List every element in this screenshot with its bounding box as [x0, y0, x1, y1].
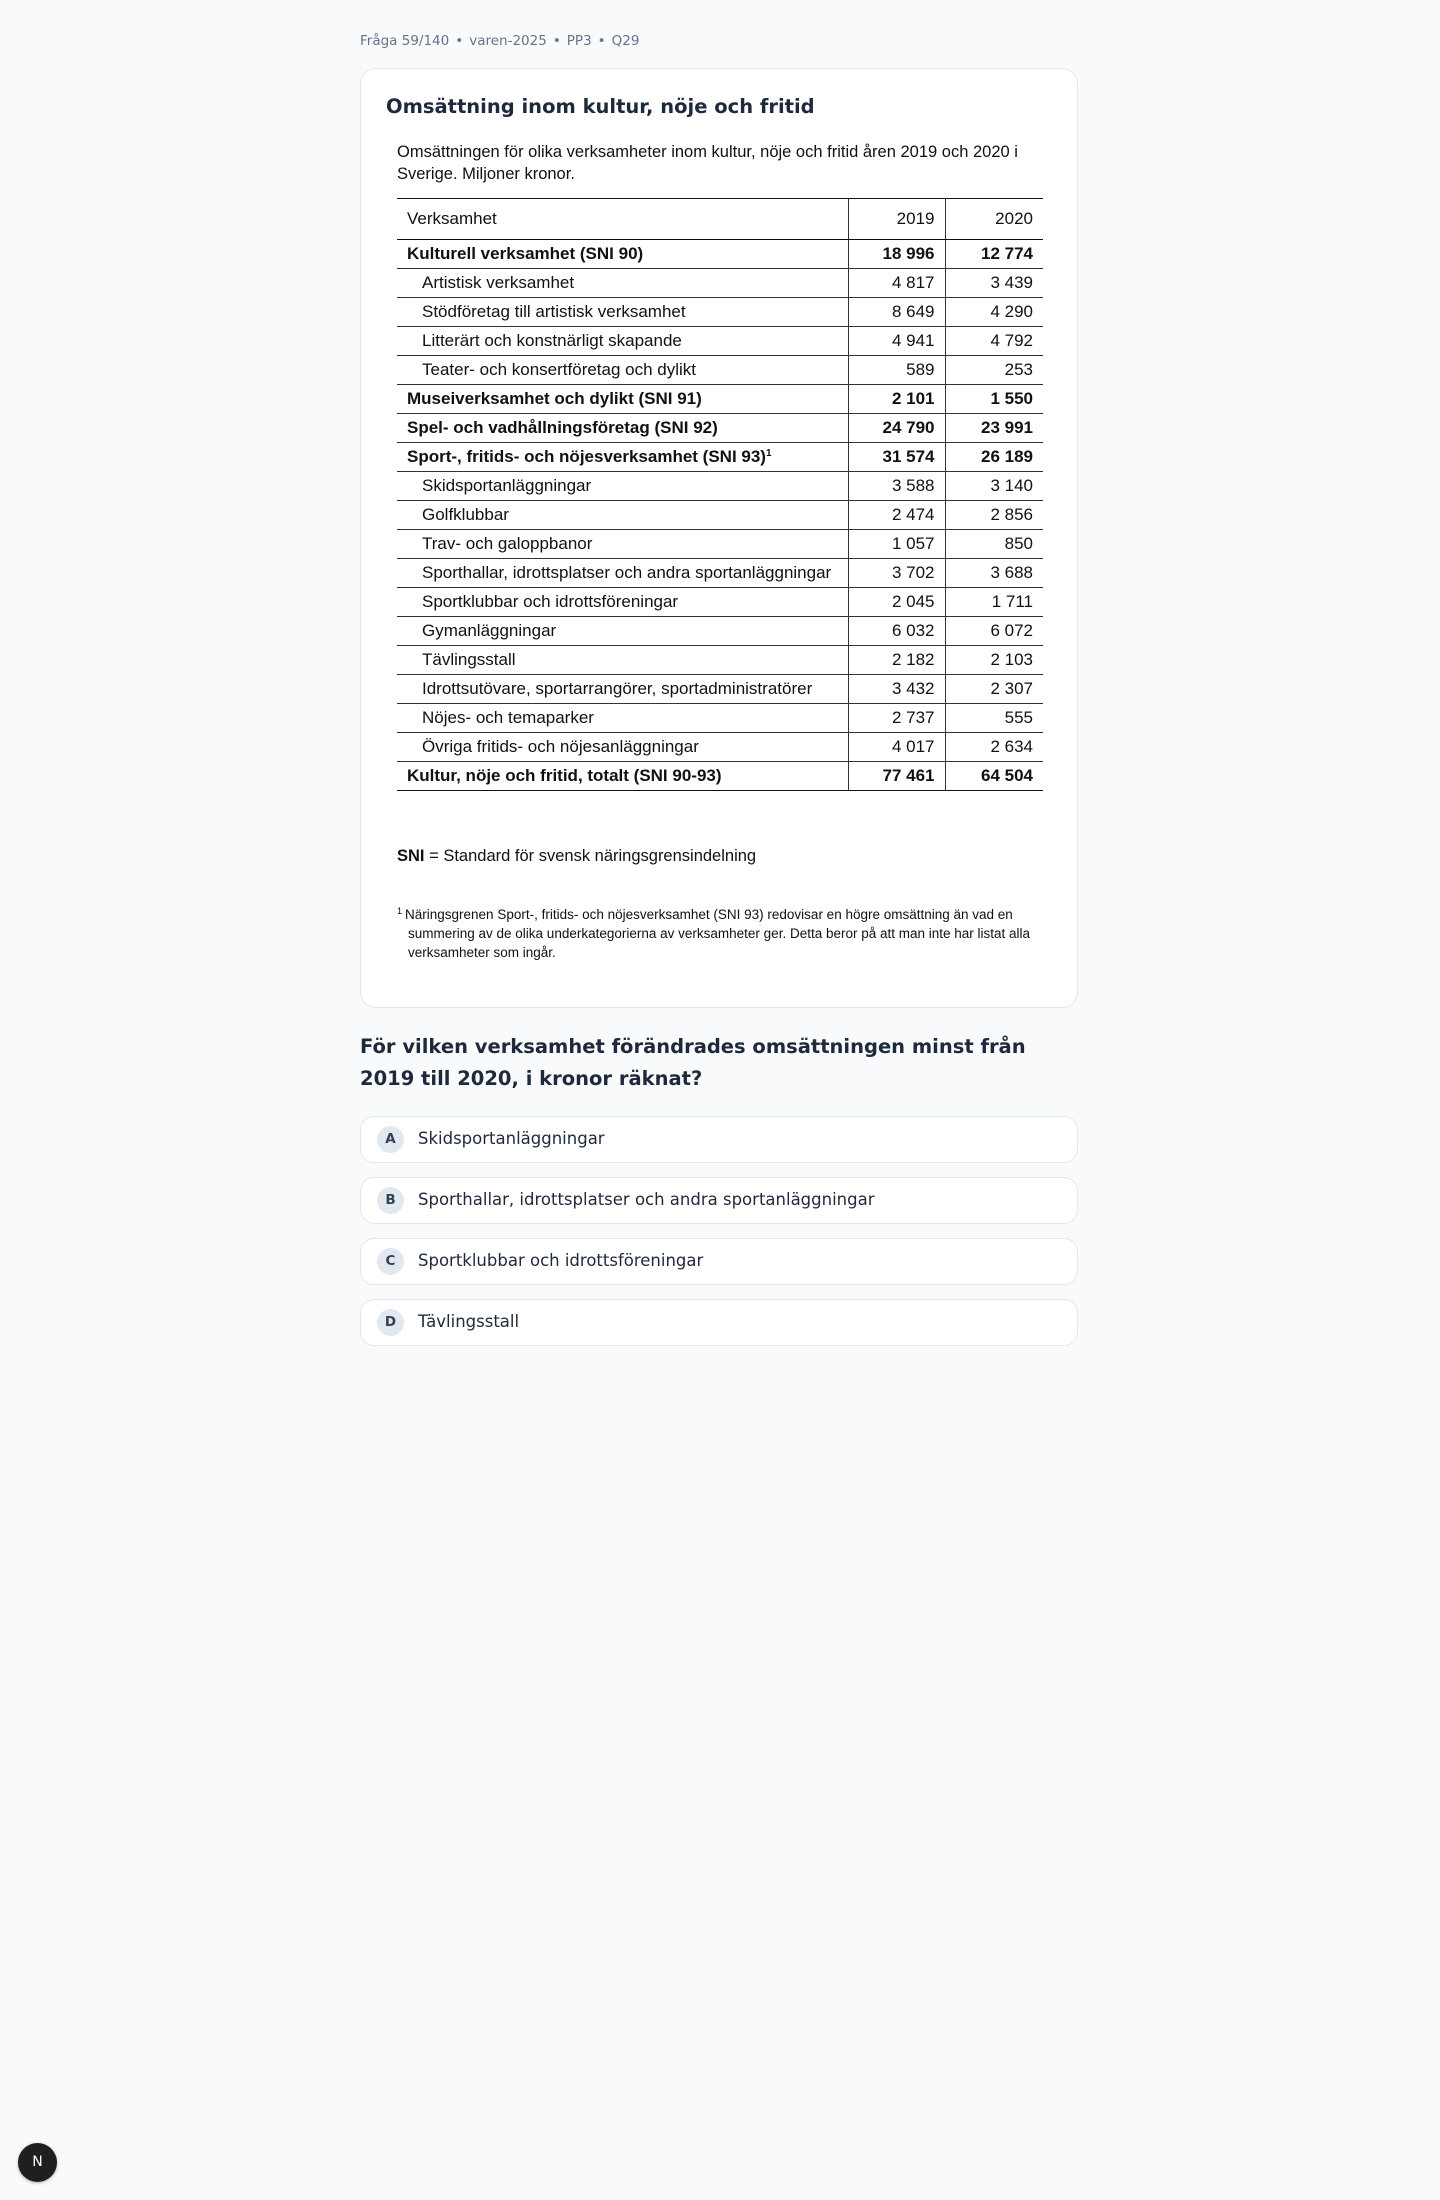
table-body [397, 240, 1043, 791]
value-2019: 2 101 [848, 385, 945, 414]
sni-definition [397, 847, 756, 866]
table-row [397, 385, 1043, 414]
answer-option-c[interactable] [360, 1238, 1078, 1285]
table-intro: Omsättningen för olika verksamheter inom kultur, nöje och fritid åren 2019 och 2020 i Sverige. Miljoner kronor. [397, 143, 1018, 183]
table-row [397, 530, 1043, 559]
row-label-cell [397, 646, 848, 675]
table-header-row [397, 199, 1043, 240]
value-2020: 3 140 [945, 472, 1043, 501]
sni-abbreviation: SNI [397, 847, 425, 865]
value-2020: 6 072 [945, 617, 1043, 646]
row-label: Artistisk verksamhet [422, 273, 575, 292]
row-label-cell [397, 414, 848, 443]
question-id: Q29 [611, 33, 640, 49]
meta-separator: • [455, 33, 464, 49]
value-2020: 2 634 [945, 733, 1043, 762]
row-label: Sporthallar, idrottsplatser och andra sportanläggningar [422, 563, 832, 582]
value-2020: 3 688 [945, 559, 1043, 588]
option-label: Tävlingsstall [418, 1312, 520, 1331]
column-header: Verksamhet [397, 199, 848, 240]
value-2019: 589 [848, 356, 945, 385]
value-2019: 2 182 [848, 646, 945, 675]
table-row [397, 327, 1043, 356]
row-label-cell [397, 443, 848, 472]
option-label: Sportklubbar och idrottsföreningar [418, 1251, 704, 1270]
answer-option-a[interactable] [360, 1116, 1078, 1163]
question-text: För vilken verksamhet förändrades omsättningen minst från 2019 till 2020, i kronor räknat? [360, 1035, 1026, 1090]
table-row [397, 472, 1043, 501]
row-label: Teater- och konsertföretag och dylikt [422, 360, 697, 379]
value-2019: 6 032 [848, 617, 945, 646]
row-label-cell [397, 704, 848, 733]
table-row [397, 704, 1043, 733]
table-row [397, 298, 1043, 327]
column-header: 2020 [945, 199, 1043, 240]
value-2019: 3 432 [848, 675, 945, 704]
row-label-cell [397, 675, 848, 704]
answer-option-b[interactable] [360, 1177, 1078, 1224]
row-label-cell [397, 472, 848, 501]
row-label-cell [397, 733, 848, 762]
value-2019: 4 941 [848, 327, 945, 356]
row-label-cell [397, 530, 848, 559]
footnote-marker: 1 [397, 906, 403, 916]
row-label-cell [397, 298, 848, 327]
column-header: 2019 [848, 199, 945, 240]
footnote-text: Näringsgrenen Sport-, fritids- och nöjesverksamhet (SNI 93) redovisar en högre omsättning än vad en summering av de olika underkategorierna av verksamheter ger. Detta beror på att man inte har listat alla verksamheter som ingår. [405, 907, 1031, 960]
value-2019: 8 649 [848, 298, 945, 327]
row-label: Golfklubbar [422, 505, 509, 524]
row-label-cell [397, 327, 848, 356]
row-label: Trav- och galoppbanor [422, 534, 593, 553]
meta-separator: • [597, 33, 606, 49]
row-label: Idrottsutövare, sportarrangörer, sportadministratörer [422, 679, 813, 698]
table-row [397, 501, 1043, 530]
answer-option-d[interactable] [360, 1299, 1078, 1346]
value-2020: 1 550 [945, 385, 1043, 414]
option-label: Sporthallar, idrottsplatser och andra sportanläggningar [418, 1190, 875, 1209]
value-2020: 850 [945, 530, 1043, 559]
question-counter: Fråga 59/140 [360, 33, 450, 49]
value-2020: 555 [945, 704, 1043, 733]
value-2019: 2 474 [848, 501, 945, 530]
row-label-cell [397, 501, 848, 530]
value-2020: 12 774 [945, 240, 1043, 269]
row-label: Sport-, fritids- och nöjesverksamhet (SNI 93) [407, 447, 766, 466]
row-label-cell [397, 356, 848, 385]
value-2020: 3 439 [945, 269, 1043, 298]
row-label: Gymanläggningar [422, 621, 557, 640]
value-2019: 77 461 [848, 762, 945, 791]
value-2019: 4 017 [848, 733, 945, 762]
row-label: Kulturell verksamhet (SNI 90) [407, 244, 644, 263]
row-label: Övriga fritids- och nöjesanläggningar [422, 737, 699, 756]
table-row [397, 356, 1043, 385]
revenue-table [397, 198, 1043, 791]
value-2020: 4 290 [945, 298, 1043, 327]
question-meta [360, 33, 639, 49]
value-2019: 31 574 [848, 443, 945, 472]
row-label-cell [397, 385, 848, 414]
table-row [397, 240, 1043, 269]
value-2019: 3 588 [848, 472, 945, 501]
value-2020: 2 307 [945, 675, 1043, 704]
table-row [397, 617, 1043, 646]
exam-name: varen-2025 [469, 33, 547, 49]
table-row [397, 443, 1043, 472]
row-label: Spel- och vadhållningsföretag (SNI 92) [407, 418, 718, 437]
value-2019: 2 737 [848, 704, 945, 733]
value-2019: 4 817 [848, 269, 945, 298]
card-title: Omsättning inom kultur, nöje och fritid [386, 95, 815, 118]
row-label-cell [397, 269, 848, 298]
row-label: Stödföretag till artistisk verksamhet [422, 302, 686, 321]
value-2020: 4 792 [945, 327, 1043, 356]
row-label: Nöjes- och temaparker [422, 708, 594, 727]
table-row [397, 733, 1043, 762]
table-row [397, 588, 1043, 617]
value-2020: 64 504 [945, 762, 1043, 791]
value-2020: 1 711 [945, 588, 1043, 617]
table-row [397, 414, 1043, 443]
value-2019: 1 057 [848, 530, 945, 559]
value-2020: 2 856 [945, 501, 1043, 530]
row-label: Skidsportanläggningar [422, 476, 592, 495]
row-label-cell [397, 762, 848, 791]
row-label: Kultur, nöje och fritid, totalt (SNI 90-93) [407, 766, 722, 785]
table-row [397, 646, 1043, 675]
value-2019: 3 702 [848, 559, 945, 588]
value-2019: 2 045 [848, 588, 945, 617]
option-letter-badge: A [377, 1126, 404, 1153]
value-2020: 26 189 [945, 443, 1043, 472]
row-label-cell [397, 559, 848, 588]
option-letter-badge: D [377, 1309, 404, 1336]
row-label: Tävlingsstall [422, 650, 516, 669]
question-material-card [360, 68, 1078, 1008]
table-row [397, 675, 1043, 704]
table-row [397, 269, 1043, 298]
row-label: Sportklubbar och idrottsföreningar [422, 592, 679, 611]
table-row [397, 559, 1043, 588]
table-row [397, 762, 1043, 791]
option-label: Skidsportanläggningar [418, 1129, 605, 1148]
footnote [397, 905, 1057, 962]
option-letter-badge: C [377, 1248, 404, 1275]
value-2019: 18 996 [848, 240, 945, 269]
value-2020: 253 [945, 356, 1043, 385]
exam-part: PP3 [566, 33, 592, 49]
value-2019: 24 790 [848, 414, 945, 443]
n-logo-icon[interactable]: N [18, 2143, 57, 2182]
row-label-cell [397, 617, 848, 646]
footnote-ref: 1 [765, 448, 772, 459]
row-label: Museiverksamhet och dylikt (SNI 91) [407, 389, 702, 408]
value-2020: 23 991 [945, 414, 1043, 443]
row-label-cell [397, 240, 848, 269]
option-letter-badge: B [377, 1187, 404, 1214]
row-label: Litterärt och konstnärligt skapande [422, 331, 682, 350]
value-2020: 2 103 [945, 646, 1043, 675]
sni-text: = Standard för svensk näringsgrensindelning [424, 847, 757, 865]
meta-separator: • [552, 33, 561, 49]
row-label-cell [397, 588, 848, 617]
